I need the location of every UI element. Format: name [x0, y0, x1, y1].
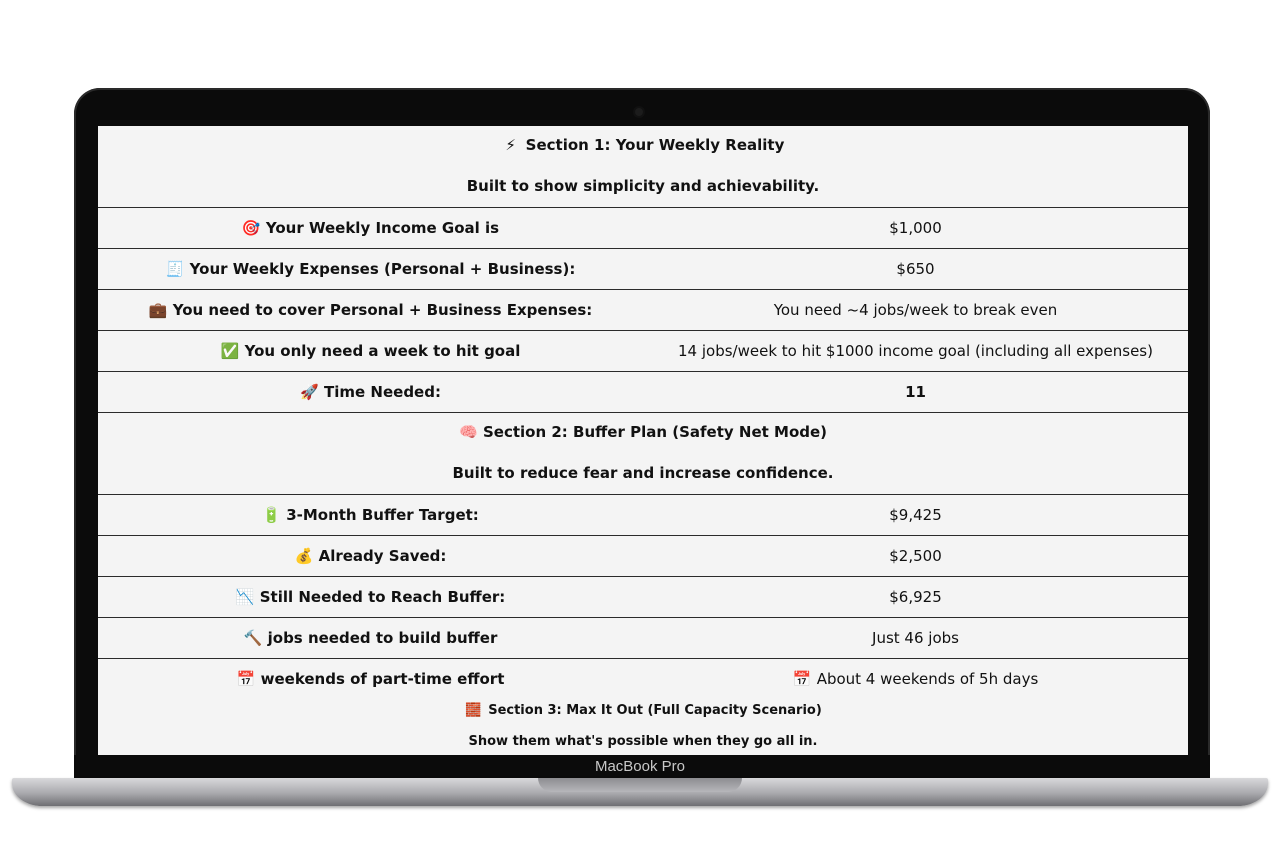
rocket-icon: 🚀 — [300, 383, 319, 401]
row-label — [98, 342, 643, 360]
table-row — [98, 371, 1188, 412]
label-text: You only need a week to hit goal — [244, 342, 521, 360]
row-label — [98, 547, 643, 565]
table-row — [98, 330, 1188, 371]
label-text: Already Saved: — [318, 547, 447, 565]
table-row — [98, 494, 1188, 535]
row-label — [98, 629, 643, 647]
label-text: Your Weekly Expenses (Personal + Business): — [189, 260, 576, 278]
money-bag-icon: 💰 — [294, 547, 314, 565]
table-row — [98, 617, 1188, 658]
brain-icon: 🧠 — [458, 423, 478, 441]
table-row — [98, 658, 1188, 699]
label-text: You need to cover Personal + Business Expenses: — [172, 301, 593, 319]
row-label — [98, 670, 643, 688]
row-label — [98, 588, 643, 606]
row-value: 14 jobs/week to hit $1000 income goal (including all expenses) — [678, 342, 1153, 360]
bricks-icon: 🧱 — [465, 703, 482, 718]
row-value — [643, 670, 1188, 688]
section3-title-line — [98, 703, 1188, 718]
divider — [98, 412, 1188, 413]
row-value: 11 — [905, 383, 926, 401]
brand-label: MacBook Pro — [594, 758, 686, 775]
hammer-icon: 🔨 — [243, 629, 263, 647]
label-text: weekends of part-time effort — [260, 670, 505, 688]
row-value: $9,425 — [889, 506, 942, 524]
row-label — [98, 506, 643, 524]
row-value: $1,000 — [889, 219, 942, 237]
row-label — [98, 383, 643, 401]
calendar-icon: 📅 — [792, 670, 812, 688]
checkmark-icon: ✅ — [220, 342, 240, 360]
label-text: Still Needed to Reach Buffer: — [259, 588, 506, 606]
row-label — [98, 301, 643, 319]
table-row — [98, 535, 1188, 576]
label-text: Your Weekly Income Goal is — [265, 219, 500, 237]
table-row — [98, 248, 1188, 289]
section3-title: Section 3: Max It Out (Full Capacity Scenario) — [488, 703, 822, 718]
camera-icon — [635, 108, 643, 116]
calendar-icon: 📅 — [236, 670, 256, 688]
row-value: You need ~4 jobs/week to break even — [773, 301, 1058, 319]
value-text: About 4 weekends of 5h days — [816, 670, 1039, 688]
target-icon: 🎯 — [241, 219, 261, 237]
label-text: jobs needed to build buffer — [267, 629, 498, 647]
briefcase-icon: 💼 — [148, 301, 168, 319]
row-value: Just 46 jobs — [872, 629, 959, 647]
section2-subtitle: Built to reduce fear and increase confidence. — [452, 464, 834, 482]
row-value: $6,925 — [889, 588, 942, 606]
section3-subtitle: Show them what's possible when they go all in. — [468, 734, 818, 749]
table-row — [98, 576, 1188, 617]
table-row — [98, 289, 1188, 330]
label-text: 3-Month Buffer Target: — [286, 506, 479, 524]
label-text: Time Needed: — [324, 383, 441, 401]
row-label — [98, 260, 643, 278]
row-value: $650 — [896, 260, 935, 278]
battery-icon: 🔋 — [262, 506, 281, 524]
lightning-icon: ⚡ — [505, 136, 516, 154]
section1-title-line — [98, 136, 1188, 154]
chart-decreasing-icon: 📉 — [235, 588, 255, 606]
laptop-notch — [538, 778, 742, 792]
section2-title-line — [98, 423, 1188, 441]
section1-subtitle: Built to show simplicity and achievability. — [466, 177, 820, 195]
row-value: $2,500 — [889, 547, 942, 565]
table-row — [98, 207, 1188, 248]
section1-title: Section 1: Your Weekly Reality — [525, 136, 785, 154]
row-label — [98, 219, 643, 237]
screen — [98, 126, 1188, 755]
section2-title: Section 2: Buffer Plan (Safety Net Mode) — [482, 423, 828, 441]
receipt-icon: 🧾 — [165, 260, 185, 278]
